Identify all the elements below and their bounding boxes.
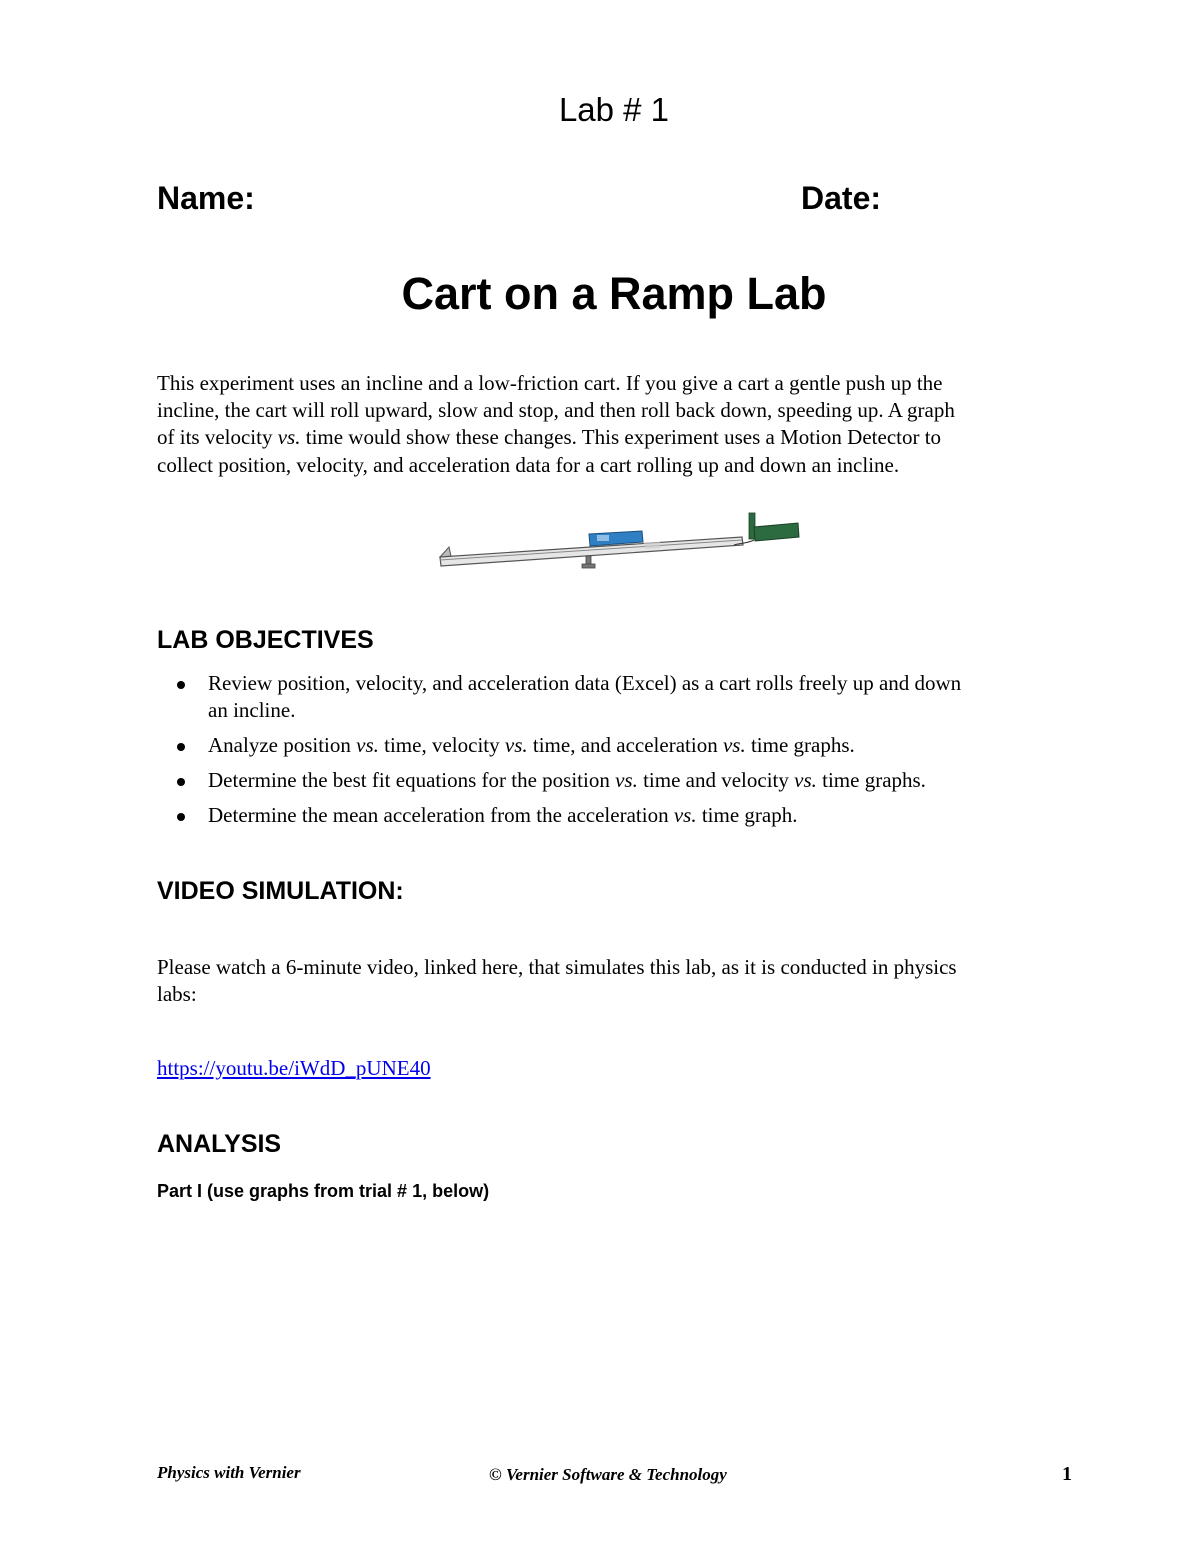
list-item <box>157 670 1077 724</box>
list-item-text: Review position, velocity, and acceleration data (Excel) as a cart rolls freely up and down <box>208 671 962 695</box>
objectives-heading: LAB OBJECTIVES <box>157 626 374 654</box>
bullet-icon <box>177 743 185 751</box>
analysis-heading: ANALYSIS <box>157 1130 282 1158</box>
list-item-text: Analyze position vs. time, velocity vs. time, and acceleration vs. time graphs. <box>208 733 855 757</box>
name-label: Name: <box>157 180 255 216</box>
footer-copyright: © Vernier Software & Technology <box>489 1465 727 1484</box>
bullet-icon <box>177 681 185 689</box>
list-item-text: Determine the mean acceleration from the acceleration vs. time graph. <box>208 803 798 827</box>
video-text-line: Please watch a 6-minute video, linked here, that simulates this lab, as it is conducted in physics <box>157 955 957 979</box>
motion-detector-icon <box>734 513 799 545</box>
cart-ramp-illustration <box>434 507 806 575</box>
intro-line: This experiment uses an incline and a low-friction cart. If you give a cart a gentle push up the <box>157 371 943 395</box>
date-label: Date: <box>801 180 882 216</box>
page-number: 1 <box>1062 1463 1072 1485</box>
bullet-icon <box>177 778 185 786</box>
list-item <box>157 802 1077 829</box>
video-paragraph <box>157 954 1067 1008</box>
video-text-line: labs: <box>157 982 197 1007</box>
intro-paragraph <box>157 370 1067 479</box>
intro-line: of its velocity vs. time would show these changes. This experiment uses a Motion Detector to <box>157 425 942 450</box>
video-link[interactable]: https://youtu.be/iWdD_pUNE40 <box>157 1056 431 1080</box>
ramp-stand <box>582 556 595 568</box>
video-heading: VIDEO SIMULATION: <box>157 877 404 905</box>
objectives-list <box>157 670 1077 837</box>
list-item <box>157 732 1077 759</box>
lab-number: Lab # 1 <box>558 91 670 128</box>
list-item-text: an incline. <box>208 698 296 722</box>
part-heading: Part I (use graphs from trial # 1, below) <box>157 1181 490 1201</box>
list-item <box>157 767 1077 794</box>
intro-line: incline, the cart will roll upward, slow and stop, and then roll back down, speeding up. A graph <box>157 398 955 423</box>
bullet-icon <box>177 813 185 821</box>
intro-line: collect position, velocity, and acceleration data for a cart rolling up and down an incline. <box>157 452 900 477</box>
page-title: Cart on a Ramp Lab <box>401 268 827 319</box>
list-item-text: Determine the best fit equations for the position vs. time and velocity vs. time graphs. <box>208 768 926 792</box>
footer-book-title: Physics with Vernier <box>157 1463 301 1482</box>
